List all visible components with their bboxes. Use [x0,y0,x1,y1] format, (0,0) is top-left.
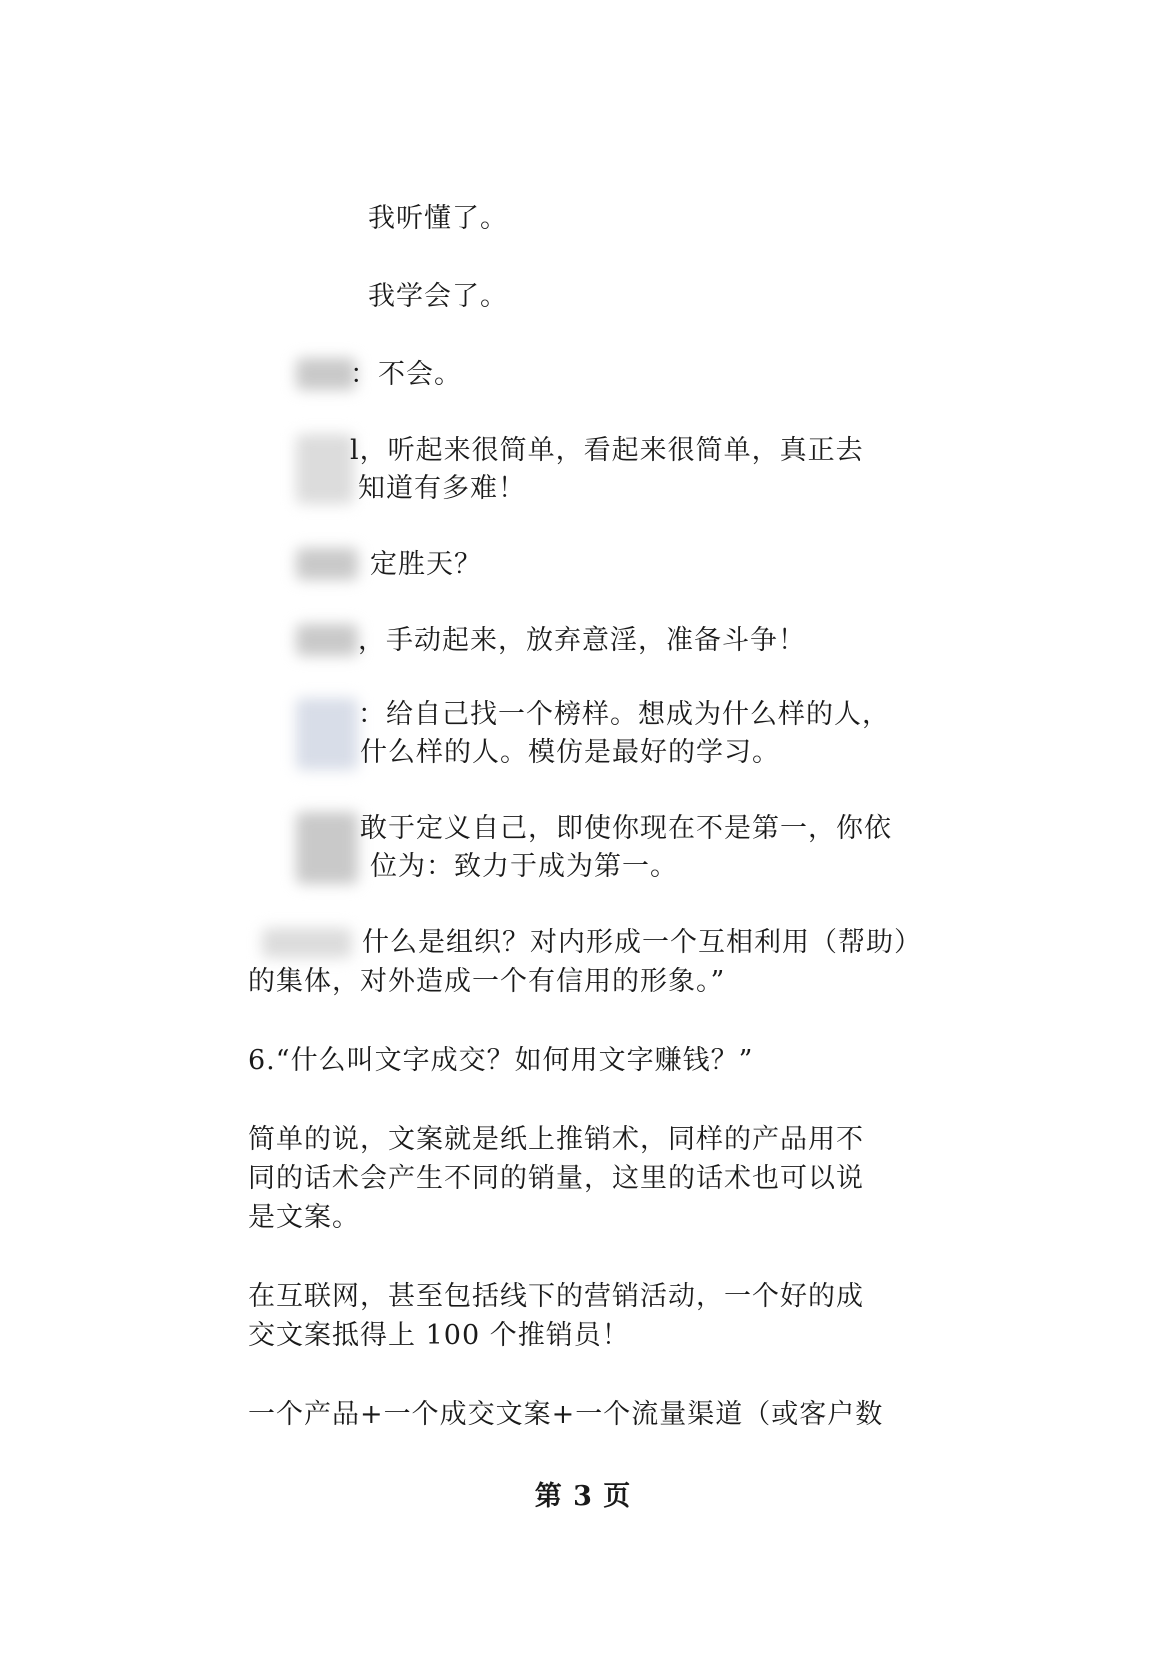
text-line: 6.“什么叫文字成交？如何用文字赚钱？” [248,1045,754,1076]
text-line: 敢于定义自己，即使你现在不是第一，你依 [360,813,892,844]
text-line: 是文案。 [248,1202,360,1233]
text-line: 我听懂了。 [368,203,508,234]
text-line: 在互联网，甚至包括线下的营销活动，一个好的成 [248,1281,864,1312]
redacted-blur [296,812,358,884]
text-line: 知道有多难！ [358,473,526,504]
text-line: 我学会了。 [368,281,508,312]
text-line: 一个产品+一个成交文案+一个流量渠道（或客户数 [248,1399,884,1430]
text-line: l，听起来很简单，看起来很简单，真正去 [350,435,864,466]
redacted-blur [296,434,354,504]
redacted-blur [262,928,352,958]
text-line: ，手动起来，放弃意淫，准备斗争！ [358,625,806,656]
text-line: ：不会。 [350,359,462,390]
text-line: 简单的说，文案就是纸上推销术，同样的产品用不 [248,1124,864,1155]
redacted-blur [296,624,358,656]
redacted-blur [296,698,358,770]
page-number: 第 3 页 [534,1481,632,1512]
redacted-blur [296,548,358,580]
text-line: 什么是组织？对内形成一个互相利用（帮助） [362,927,922,958]
text-line: 什么样的人。模仿是最好的学习。 [360,737,780,768]
text-line: 定胜天？ [370,549,482,580]
text-line: 同的话术会产生不同的销量，这里的话术也可以说 [248,1163,864,1194]
text-line: 位为：致力于成为第一。 [370,851,678,882]
text-line: ：给自己找一个榜样。想成为什么样的人， [358,699,890,730]
redacted-blur [296,358,356,390]
text-line: 交文案抵得上 100 个推销员！ [248,1320,630,1351]
text-line: 的集体，对外造成一个有信用的形象。” [248,966,726,997]
